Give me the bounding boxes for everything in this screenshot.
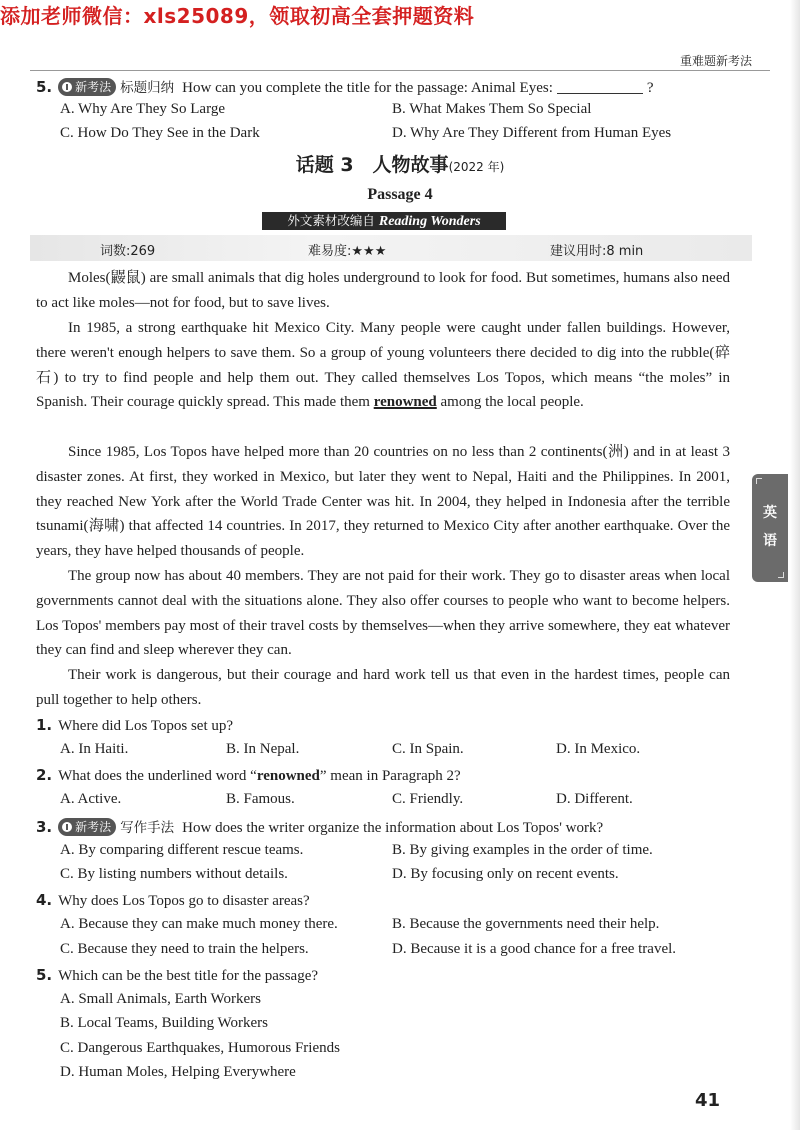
paragraph-3: Since 1985, Los Topos have helped more than 20 countries on no less than 2 continents(洲) and in at least 3 disaster zones. At first, they worked in Mexico, but later they went to Nepal, Haiti and the Philippines. In 2001, they reached New York after the World Trade Center was hit. In 2004, they helped in Indonesia after the terrible tsunami(海啸) that affected 14 countries. In 2017, they returned to Mexico City after another earthquake. Over the years, they have helped thousands of people. bbox=[36, 444, 730, 560]
topic-name: 话题 3 人物故事 bbox=[295, 154, 449, 176]
difficulty: 难易度:★★★ bbox=[308, 244, 387, 259]
source-prefix: 外文素材改编自 bbox=[287, 213, 375, 228]
answer-blank[interactable] bbox=[557, 80, 643, 94]
question-category: 写作手法 bbox=[120, 820, 175, 836]
option[interactable]: D. Because it is a good chance for a free travel. bbox=[392, 941, 677, 957]
quoted-word: renowned bbox=[256, 768, 320, 784]
option[interactable]: B. Because the governments need their help. bbox=[392, 916, 660, 932]
option[interactable]: C. Because they need to train the helpers. bbox=[60, 941, 309, 957]
question-stem: Which can be the best title for the passage? bbox=[58, 968, 319, 984]
question-5 bbox=[36, 966, 318, 985]
paragraph-text: among the local people. bbox=[440, 394, 584, 411]
question-2 bbox=[36, 766, 461, 785]
question-3 bbox=[36, 816, 603, 837]
question-number: 5. bbox=[36, 78, 53, 96]
option[interactable]: D. Why Are They Different from Human Eyes bbox=[392, 125, 672, 141]
subject-tab bbox=[752, 474, 788, 582]
tag-label: 新考法 bbox=[75, 80, 112, 94]
question-stem: What does the underlined word “ bbox=[58, 768, 257, 784]
new-style-tag bbox=[58, 78, 116, 96]
option[interactable]: A. Small Animals, Earth Workers bbox=[60, 991, 261, 1007]
paragraph-2 bbox=[36, 316, 730, 415]
subject-char: 语 bbox=[763, 533, 777, 549]
topic-title bbox=[0, 150, 800, 177]
question-1 bbox=[36, 716, 233, 735]
subject-char: 英 bbox=[763, 505, 777, 521]
source-label bbox=[262, 212, 506, 230]
header-divider bbox=[30, 70, 770, 71]
page-edge bbox=[790, 0, 800, 1130]
option[interactable]: B. In Nepal. bbox=[226, 741, 300, 757]
question-4 bbox=[36, 891, 310, 910]
question-stem: Where did Los Topos set up? bbox=[58, 718, 234, 734]
option[interactable]: D. By focusing only on recent events. bbox=[392, 866, 619, 882]
tag-icon bbox=[62, 82, 72, 92]
question-number: 1. bbox=[36, 716, 53, 734]
paragraph-1: Moles(鼹鼠) are small animals that dig holes underground to look for food. But sometimes, humans also need to act like moles—not for food, but to save lives. bbox=[36, 270, 730, 311]
option[interactable]: C. Dangerous Earthquakes, Humorous Friends bbox=[60, 1040, 340, 1056]
option[interactable]: A. Active. bbox=[60, 791, 122, 807]
question-number: 5. bbox=[36, 966, 53, 984]
paragraph-4: The group now has about 40 members. They are not paid for their work. They go to disaster areas when local governments cannot deal with the situations alone. They also offer courses to people who want to become helpers. Los Topos' members pay most of their travel costs by themselves—when they arrive somewhere, they eat whatever they can find and sleep wherever they can. bbox=[36, 568, 730, 659]
underlined-word: renowned bbox=[373, 394, 437, 411]
promo-banner: 添加老师微信：xls25089，领取初高全套押题资料 bbox=[0, 4, 475, 28]
option[interactable]: A. By comparing different rescue teams. bbox=[60, 842, 304, 858]
passage-title: Passage 4 bbox=[367, 186, 433, 203]
option[interactable]: B. By giving examples in the order of time. bbox=[392, 842, 653, 858]
option[interactable]: D. Human Moles, Helping Everywhere bbox=[60, 1064, 296, 1080]
tab-corner bbox=[778, 572, 784, 578]
option[interactable]: A. In Haiti. bbox=[60, 741, 129, 757]
paragraph-5: Their work is dangerous, but their courage and hard work tell us that even in the hardest times, people can pull together to help others. bbox=[36, 667, 730, 708]
tag-icon bbox=[62, 822, 72, 832]
tag-label: 新考法 bbox=[75, 820, 112, 834]
option[interactable]: D. Different. bbox=[556, 791, 633, 807]
question-number: 2. bbox=[36, 766, 53, 784]
option[interactable]: C. Friendly. bbox=[392, 791, 464, 807]
question-stem-end: ” mean in Paragraph 2? bbox=[319, 768, 461, 784]
tab-corner bbox=[756, 478, 762, 484]
question-number: 3. bbox=[36, 818, 53, 836]
option[interactable]: C. By listing numbers without details. bbox=[60, 866, 288, 882]
suggested-time: 建议用时:8 min bbox=[550, 244, 644, 259]
question-end: ? bbox=[646, 80, 654, 96]
section-header: 重难题新考法 bbox=[679, 54, 752, 68]
option[interactable]: A. Because they can make much money there. bbox=[60, 916, 338, 932]
option[interactable]: B. Famous. bbox=[226, 791, 295, 807]
topic-year: (2022 年) bbox=[448, 160, 505, 174]
word-count: 词数:269 bbox=[100, 244, 156, 259]
option[interactable]: B. What Makes Them So Special bbox=[392, 101, 592, 117]
paragraph-text: In 1985, a strong earthquake hit Mexico City. Many people were caught under fallen buildings. However, there weren't enough helpers to save them. So a group of young volunteers there decided to dig into the rubble(碎石) to try to find people and help them out. They called themselves Los Topos, which means “the moles” in Spanish. Their courage quickly spread. This made them bbox=[36, 320, 730, 411]
option[interactable]: C. How Do They See in the Dark bbox=[60, 125, 260, 141]
option[interactable]: A. Why Are They So Large bbox=[60, 101, 225, 117]
question-stem: How can you complete the title for the passage: Animal Eyes: bbox=[182, 80, 553, 96]
new-style-tag bbox=[58, 818, 116, 836]
source-book: Reading Wonders bbox=[378, 214, 481, 229]
option[interactable]: B. Local Teams, Building Workers bbox=[60, 1015, 268, 1031]
question-stem: How does the writer organize the information about Los Topos' work? bbox=[182, 820, 604, 836]
option[interactable]: D. In Mexico. bbox=[556, 741, 641, 757]
page-number: 41 bbox=[694, 1090, 720, 1111]
prev-question-5 bbox=[36, 76, 654, 97]
question-number: 4. bbox=[36, 891, 53, 909]
question-category: 标题归纳 bbox=[120, 80, 175, 96]
option[interactable]: C. In Spain. bbox=[392, 741, 464, 757]
question-stem: Why does Los Topos go to disaster areas? bbox=[58, 893, 310, 909]
